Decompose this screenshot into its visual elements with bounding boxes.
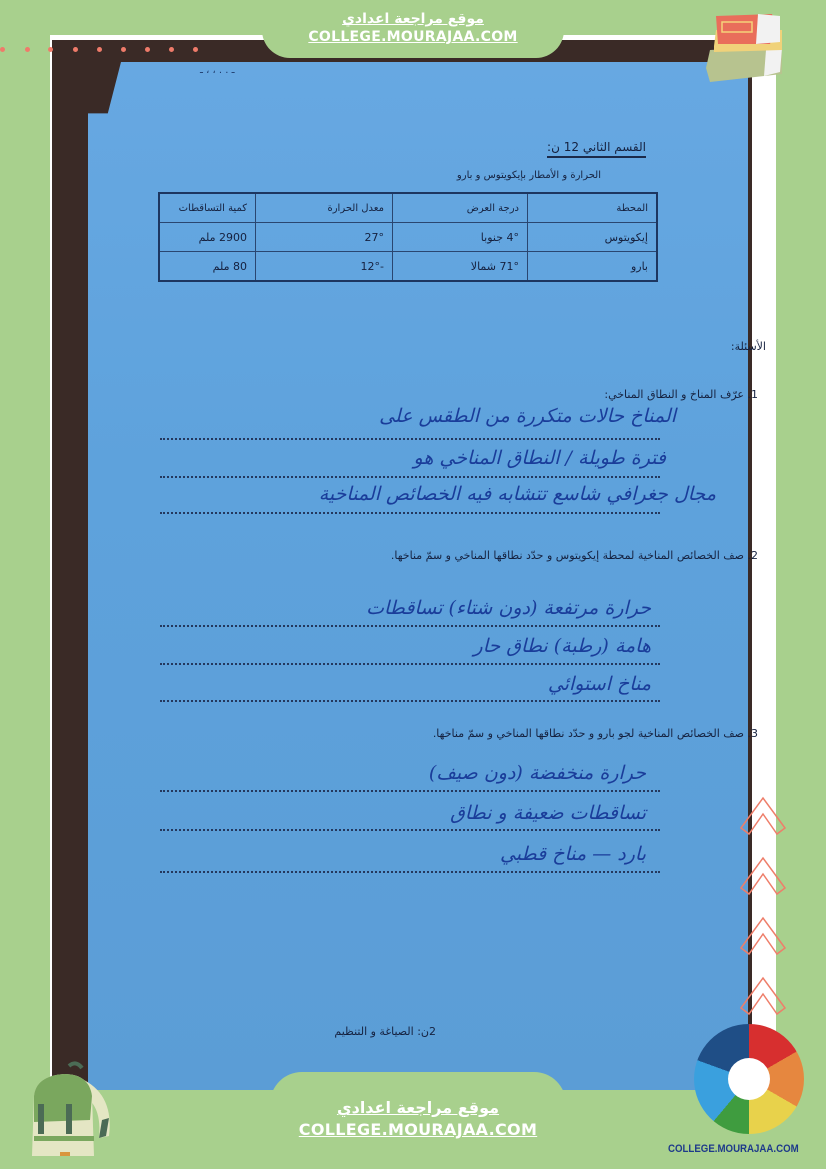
chevron-up-icon	[738, 792, 788, 836]
handwritten-answer-3-line-3: بارد — مناخ قطبي	[499, 843, 646, 865]
answer-line	[160, 625, 660, 627]
cropped-header-text: ـ . . ، ، ـ	[200, 65, 235, 76]
answer-line	[160, 438, 660, 440]
cell-station: بارو	[528, 252, 658, 282]
handwritten-answer-3-line-2: تساقطات ضعيفة و نطاق	[450, 802, 646, 824]
cell-temperature: -12°	[256, 252, 393, 282]
chevron-up-icon	[738, 852, 788, 896]
handwritten-answer-2-line-3: مناخ استوائي	[547, 673, 651, 695]
logo-center	[728, 1058, 770, 1100]
answer-line	[160, 829, 660, 831]
answer-line	[160, 790, 660, 792]
site-name-arabic[interactable]: موقع مراجعة اعدادي	[336, 1098, 500, 1117]
cell-precipitation: 80 ملم	[159, 252, 256, 282]
questions-heading: الأسئلة:	[730, 340, 766, 353]
answer-line	[160, 700, 660, 702]
answer-line	[160, 512, 660, 514]
handwritten-answer-1-line-3: مجال جغرافي شاسع تتشابه فيه الخصائص المناخية	[318, 483, 716, 505]
question-2: 2. صف الخصائص المناخية لمحطة إيكويتوس و حدّد نطاقها المناخي و سمّ مناخها.	[390, 549, 758, 562]
cell-latitude: 4° جنوبا	[393, 223, 528, 252]
table-caption: الحرارة و الأمطار بإيكويتوس و بارو	[456, 170, 601, 181]
climate-data-table	[158, 192, 658, 282]
cell-temperature: 27°	[256, 223, 393, 252]
question-1: 1. عرّف المناخ و النطاق المناخي:	[604, 388, 758, 401]
answer-line	[160, 871, 660, 873]
backpack-icon	[14, 1056, 114, 1156]
cell-precipitation: 2900 ملم	[159, 223, 256, 252]
stacked-books-icon	[700, 10, 782, 88]
site-url[interactable]: COLLEGE.MOURAJAA.COM	[298, 1120, 538, 1139]
table-header-row	[159, 193, 657, 223]
table-row	[159, 223, 657, 252]
handwritten-answer-2-line-1: حرارة مرتفعة (دون شتاء) تساقطات	[366, 597, 651, 619]
cell-latitude: 71° شمالا	[393, 252, 528, 282]
site-banner-top[interactable]	[262, 0, 564, 58]
decorative-dots	[0, 47, 200, 53]
site-name-arabic[interactable]: موقع مراجعة اعدادي	[342, 11, 484, 27]
question-3: 3. صف الخصائص المناخية لجو بارو و حدّد نطاقها المناخي و سمّ مناخها.	[432, 727, 758, 740]
site-url[interactable]: COLLEGE.MOURAJAA.COM	[308, 29, 518, 45]
cell-station: إيكويتوس	[528, 223, 658, 252]
logo-site-url[interactable]: COLLEGE.MOURAJAA.COM	[668, 1143, 799, 1155]
header-temperature: معدل الحرارة	[256, 193, 393, 223]
answer-line	[160, 663, 660, 665]
chevron-up-icon	[738, 972, 788, 1016]
site-banner-bottom[interactable]	[270, 1072, 566, 1169]
chevron-up-icon	[738, 912, 788, 956]
grade-note: 2ن: الصياغة و التنظيم	[334, 1025, 436, 1038]
handwritten-answer-1-line-2: فترة طويلة / النطاق المناخي هو	[413, 447, 666, 469]
section-title: القسم الثاني 12 ن:	[547, 140, 646, 158]
handwritten-answer-3-line-1: حرارة منخفضة (دون صيف)	[428, 762, 646, 784]
table-row	[159, 252, 657, 282]
header-station: المحطة	[528, 193, 658, 223]
header-latitude: درجة العرض	[393, 193, 528, 223]
subjects-ring-logo[interactable]	[694, 1024, 804, 1134]
answer-line	[160, 476, 660, 478]
header-precipitation: كمية التساقطات	[159, 193, 256, 223]
handwritten-answer-1-line-1: المناخ حالات متكررة من الطقس على	[379, 405, 676, 427]
handwritten-answer-2-line-2: هامة (رطبة) نطاق حار	[473, 635, 651, 657]
